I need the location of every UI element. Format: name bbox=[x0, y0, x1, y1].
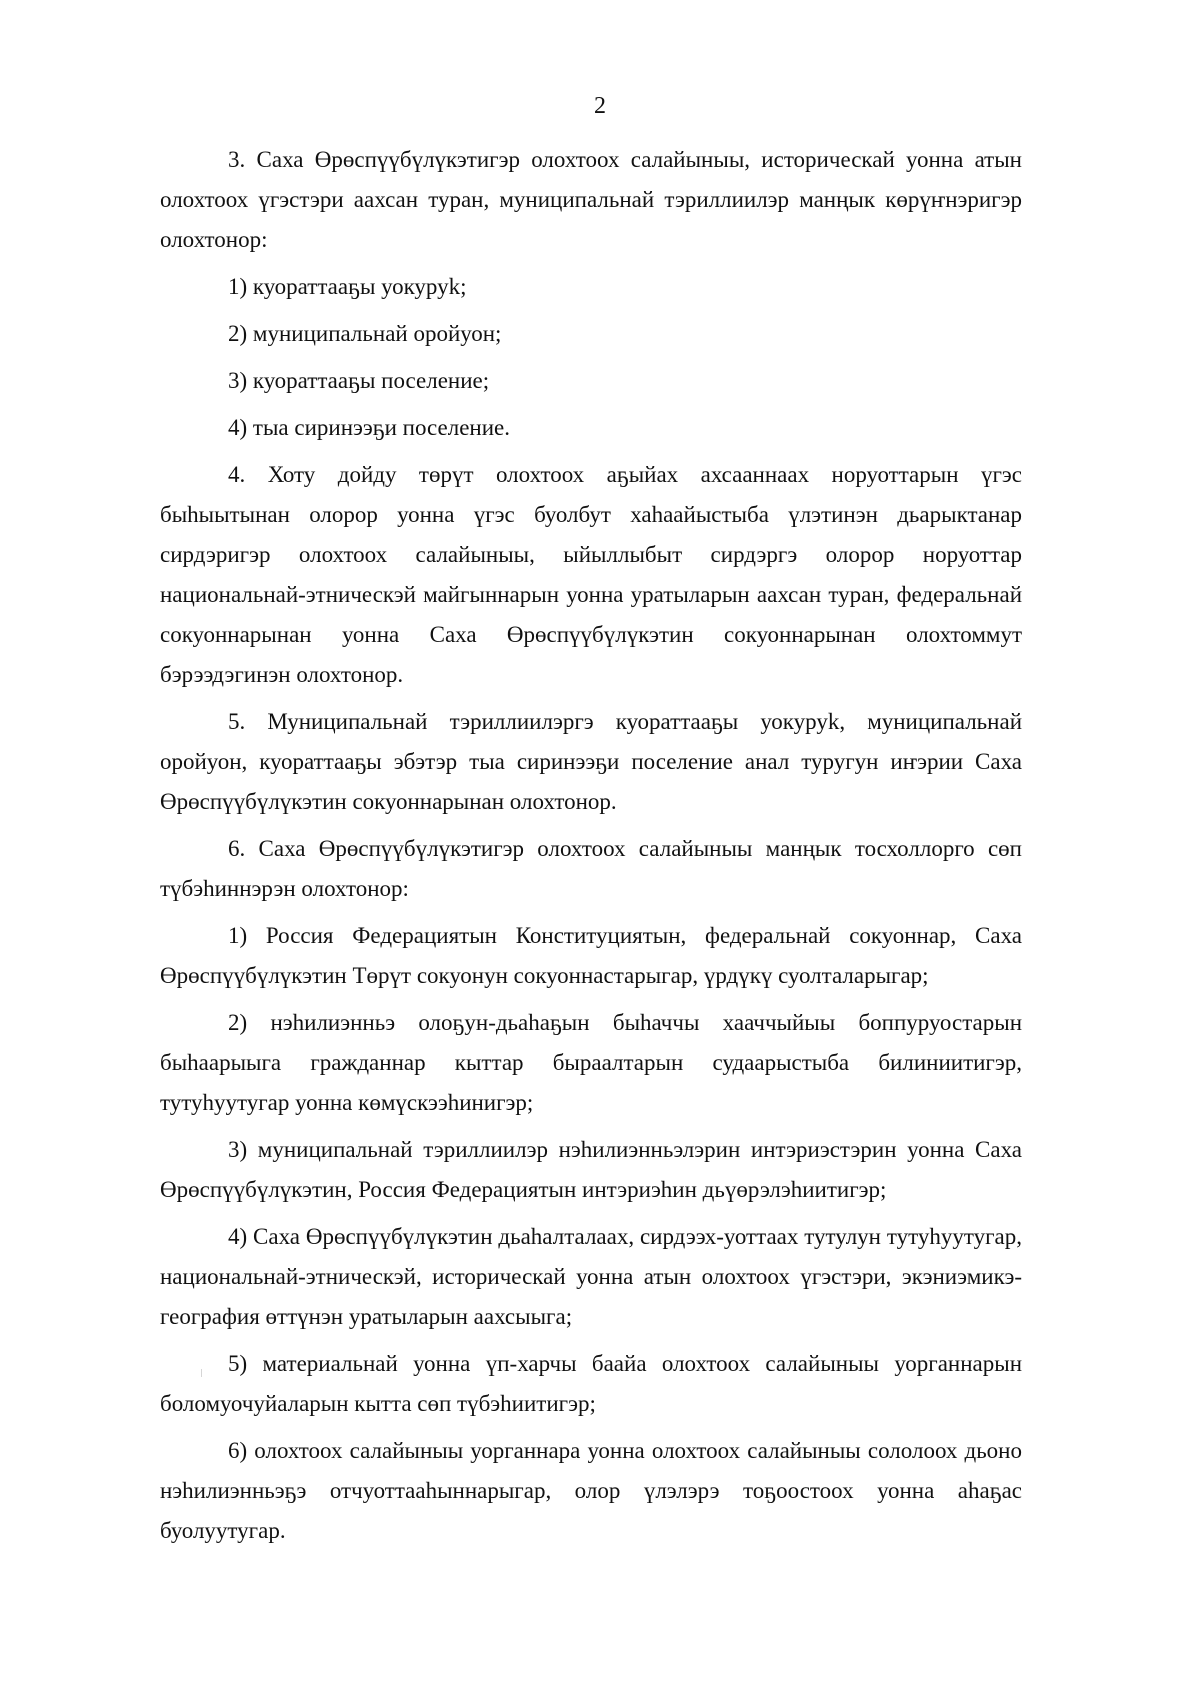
municipal-types-list bbox=[160, 267, 1022, 448]
list-item: 4) Саха Өрөспүүбүлүкэтин дьаһалталаах, сирдээх-уоттаах тутулун тутуһуутугар, национальнай-этническэй, историческай уонна атын олохтоох үгэстэри, экэниэмикэ-география өттүнэн уратыларын аахсыыга; bbox=[160, 1224, 1022, 1329]
list-item: 1) Россия Федерациятын Конституциятын, федеральнай сокуоннар, Саха Өрөспүүбүлүкэтин Төрүт сокуонун сокуоннастарыгар, үрдүкү суолталарыгар; bbox=[160, 923, 1022, 988]
list-item: 3) куораттааҕы поселение; bbox=[228, 368, 490, 393]
list-item: 1) куораттааҕы уокуруk; bbox=[228, 274, 467, 299]
document-body bbox=[160, 140, 1022, 1558]
list-item: 6) олохтоох салайыныы уорганнара уонна олохтоох салайыныы сололоох дьоно нэһилиэнньэҕэ отчуоттааһыннарыгар, олор үлэлэрэ тоҕоостоох уонна аһаҕас буолуутугар. bbox=[160, 1438, 1022, 1543]
paragraph-6: 6. Саха Өрөспүүбүлүкэтигэр олохтоох салайыныы манңык тосхоллорго сөп түбэһиннэрэн олохтонор: bbox=[160, 836, 1022, 901]
paragraph-5: 5. Муниципальнай тэриллиилэргэ куораттааҕы уокуруk, муниципальнай оройуон, куораттааҕы эбэтэр тыа сиринээҕи поселение анал туругун иҥэрии Саха Өрөспүүбүлүкэтин сокуоннарынан олохтонор. bbox=[160, 709, 1022, 814]
list-item: 5) материальнай уонна үп-харчы баайа олохтоох салайыныы уорганнарын боломуочуйаларын кытта сөп түбэһиитигэр; bbox=[160, 1351, 1022, 1416]
scan-speck bbox=[201, 1369, 202, 1377]
list-item: 2) муниципальнай оройуон; bbox=[228, 321, 502, 346]
paragraph-3: 3. Саха Өрөспүүбүлүкэтигэр олохтоох салайыныы, историческай уонна атын олохтоох үгэстэри аахсан туран, муниципальнай тэриллиилэр манңык көрүҥнэригэр олохтонор: bbox=[160, 147, 1022, 252]
page-number: 2 bbox=[594, 93, 606, 119]
principles-list bbox=[160, 916, 1022, 1551]
list-item: 2) нэһилиэнньэ олоҕун-дьаһаҕын быһаччы хааччыйыы боппуруостарын быһаарыыга гражданнар кыттар быраалтарын судаарыстыба билиниитигэр, тутуһуутугар уонна көмүскээһинигэр; bbox=[160, 1010, 1022, 1115]
list-item: 3) муниципальнай тэриллиилэр нэһилиэнньэлэрин интэриэстэрин уонна Саха Өрөспүүбүлүкэтин, Россия Федерациятын интэриэһин дьүөрэлэһиитигэр; bbox=[160, 1137, 1022, 1202]
paragraph-4: 4. Хоту дойду төрүт олохтоох аҕыйах ахсааннаах норуоттарын үгэс быһыытынан олорор уонна үгэс буолбут хаһаайыстыба үлэтинэн дьарыктанар сирдэригэр олохтоох салайыныы, ыйыллыбыт сирдэргэ олорор норуоттар национальнай-этническэй майгыннарын уонна уратыларын аахсан туран, федеральнай сокуоннарынан уонна Саха Өрөспүүбүлүкэтин сокуоннарынан олохтоммут бэрээдэгинэн олохтонор. bbox=[160, 462, 1022, 687]
list-item: 4) тыа сиринээҕи поселение. bbox=[228, 415, 510, 440]
